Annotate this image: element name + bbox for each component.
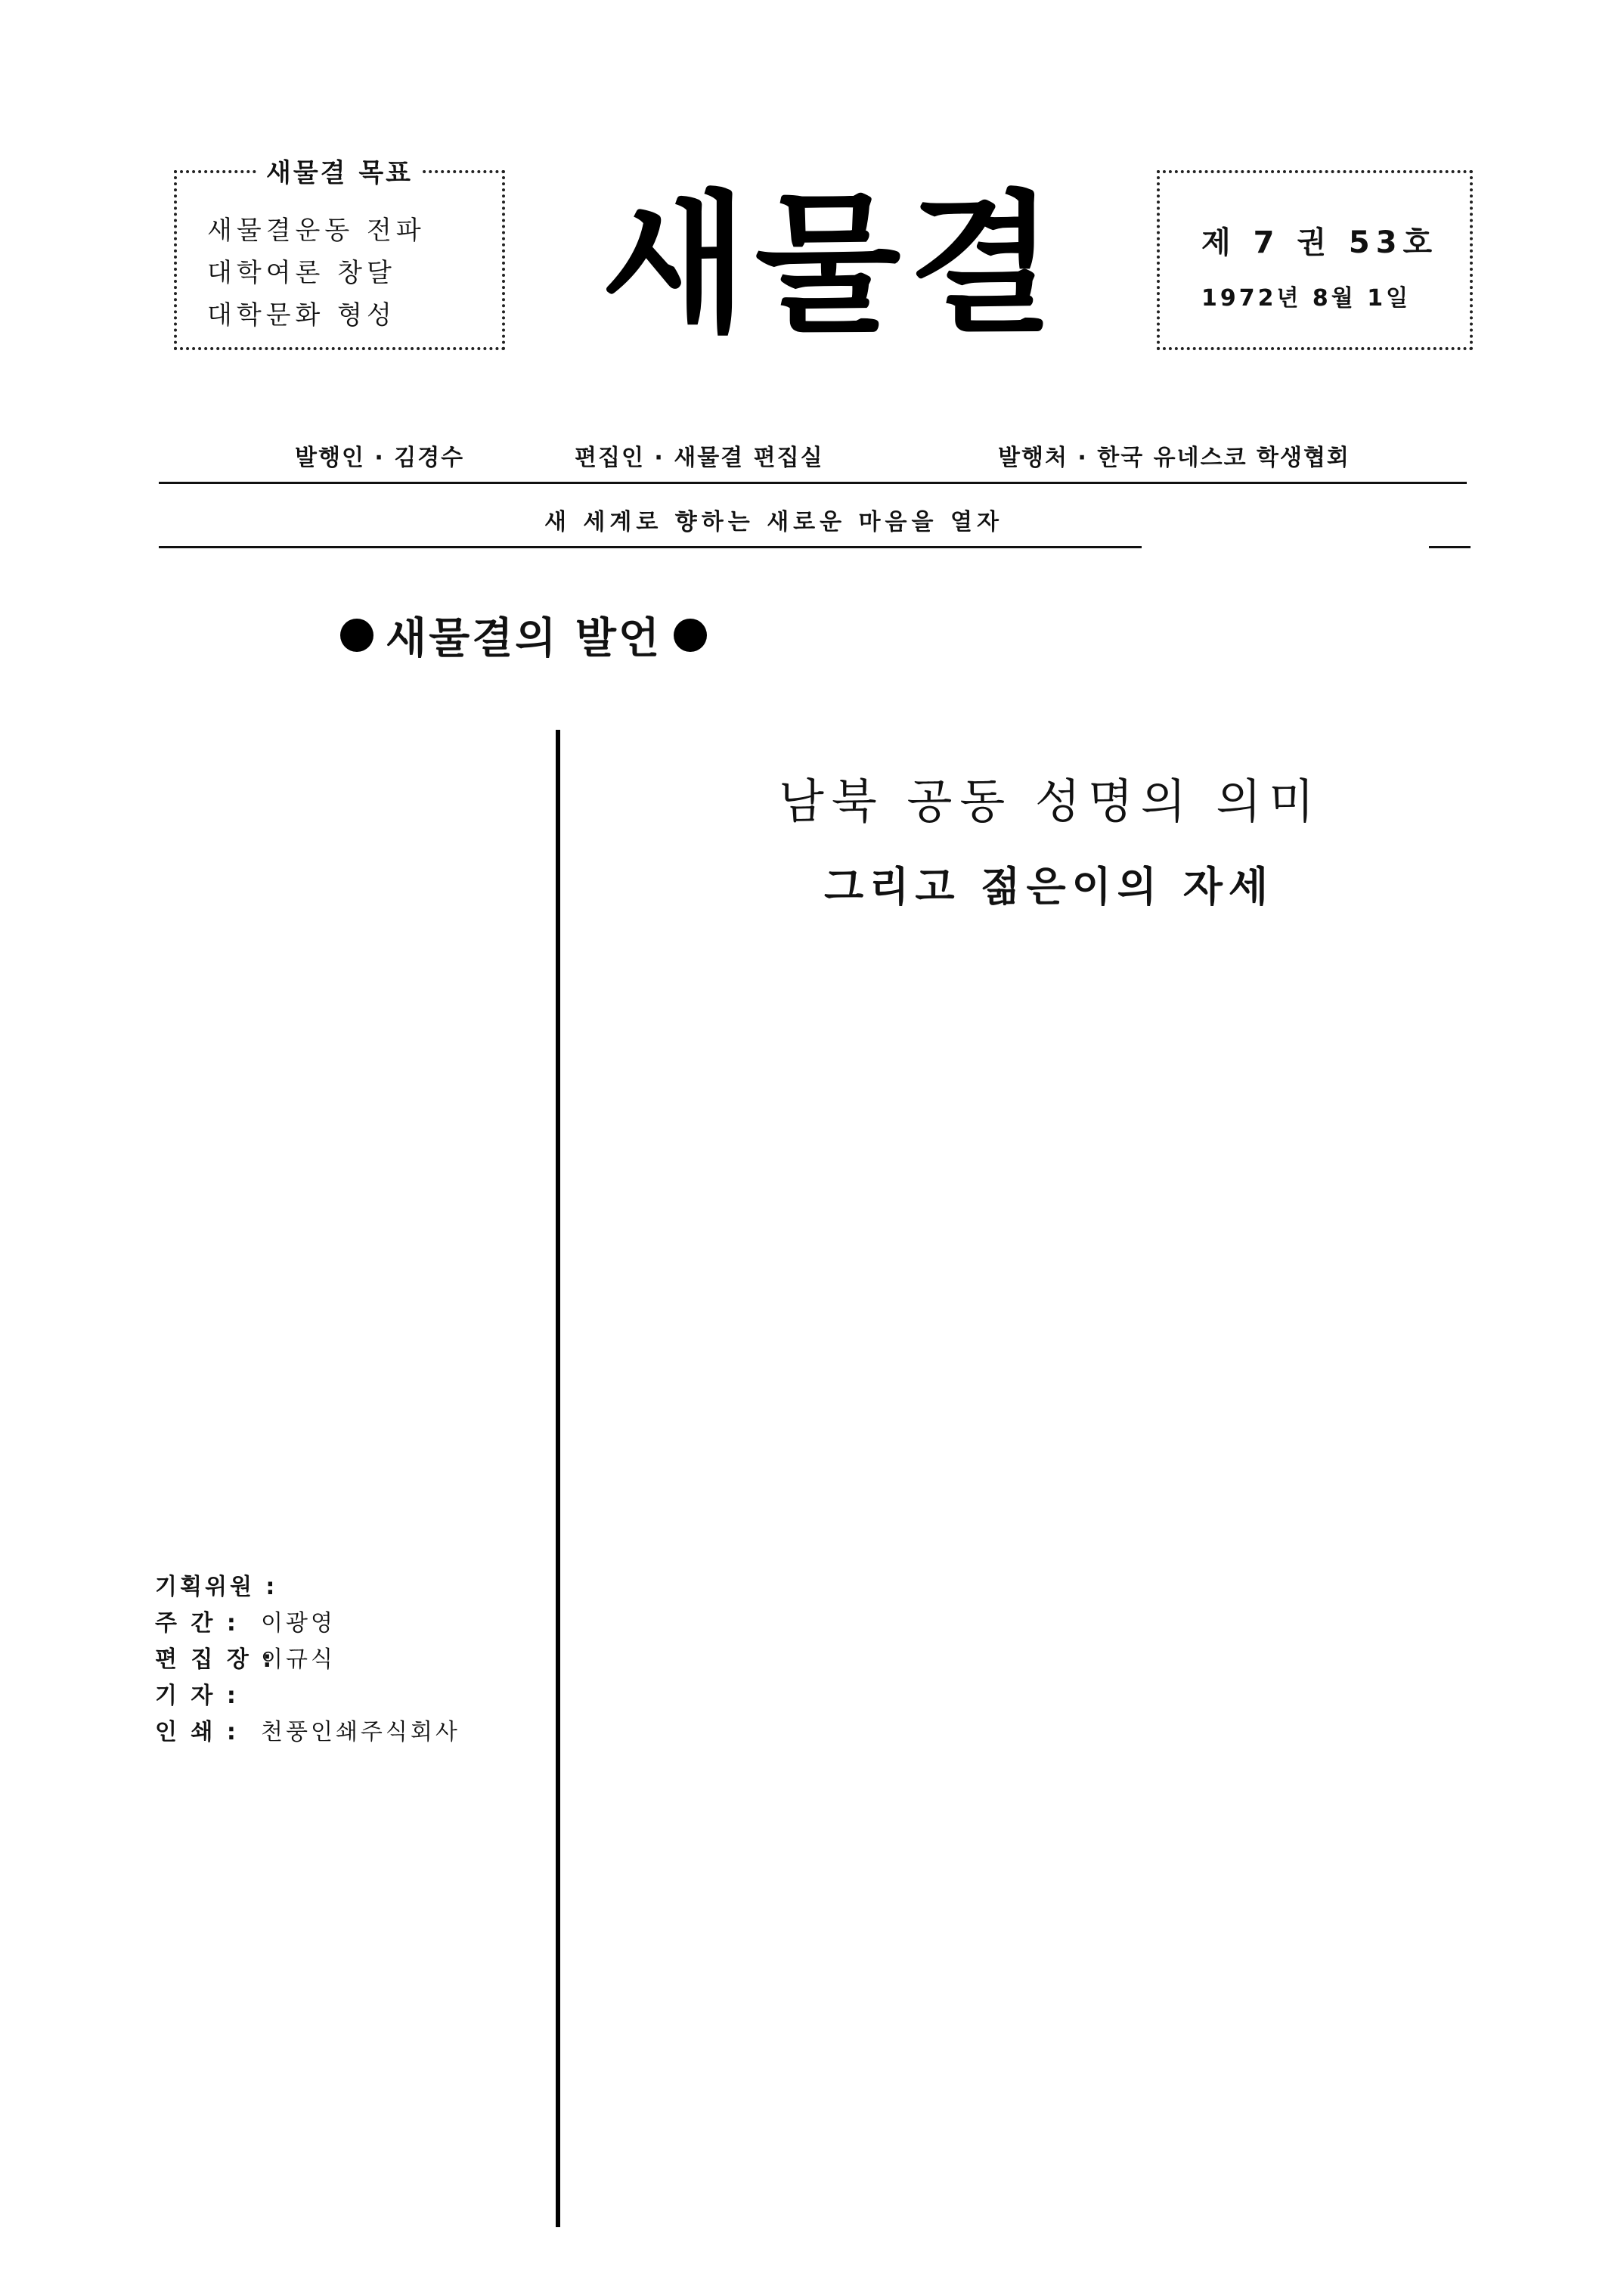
bullet-icon xyxy=(340,619,373,652)
issue-date: 1972년 8월 1일 xyxy=(1201,285,1412,312)
article-subtitle: 그리고 젊은이의 자세 xyxy=(824,863,1275,911)
staff-row xyxy=(155,1606,548,1642)
goal-lines xyxy=(207,209,426,337)
staff-value: 천풍인쇄주식회사 xyxy=(261,1719,460,1745)
slogan: 새 세계로 향하는 새로운 마음을 열자 xyxy=(544,509,1003,535)
staff-row xyxy=(155,1642,548,1678)
bullet-icon xyxy=(674,619,707,652)
staff-label: 주 간 : xyxy=(155,1610,239,1637)
issue-volume: 제 7 권 53호 xyxy=(1201,225,1439,260)
staff-label: 기 자 : xyxy=(155,1683,239,1709)
staff-row xyxy=(155,1569,548,1606)
staff-value: 이광영 xyxy=(261,1610,336,1637)
staff-list xyxy=(155,1569,548,1751)
slogan-rule xyxy=(159,546,1142,548)
slogan-rule-short xyxy=(1429,546,1471,548)
goal-line: 새물결운동 전파 xyxy=(207,216,426,246)
section-heading xyxy=(340,605,707,666)
staff-row xyxy=(155,1678,548,1714)
goal-title: 새물결 목표 xyxy=(259,158,420,188)
masthead-editor: 편집인 · 새물결 편집실 xyxy=(575,445,824,471)
article-title: 남북 공동 성명의 의미 xyxy=(779,774,1322,829)
issue-box xyxy=(1157,170,1473,350)
staff-label: 기획위원 : xyxy=(155,1574,278,1600)
goal-line: 대학여론 창달 xyxy=(207,258,396,288)
column-divider xyxy=(556,730,560,2227)
newspaper-logo: 새물결 xyxy=(601,175,1062,353)
staff-row xyxy=(155,1714,548,1751)
staff-label: 편 집 장 : xyxy=(155,1646,275,1673)
section-title: 새물결의 발언 xyxy=(386,614,662,663)
goal-box xyxy=(174,158,505,350)
goal-line: 대학문화 형성 xyxy=(207,300,396,330)
masthead-publisher: 발행인 · 김경수 xyxy=(295,445,465,471)
staff-value: 이규식 xyxy=(261,1646,336,1673)
staff-label: 인 쇄 : xyxy=(155,1719,239,1745)
masthead-rule xyxy=(159,482,1467,484)
masthead-issuer: 발행처 · 한국 유네스코 학생협회 xyxy=(998,445,1350,471)
